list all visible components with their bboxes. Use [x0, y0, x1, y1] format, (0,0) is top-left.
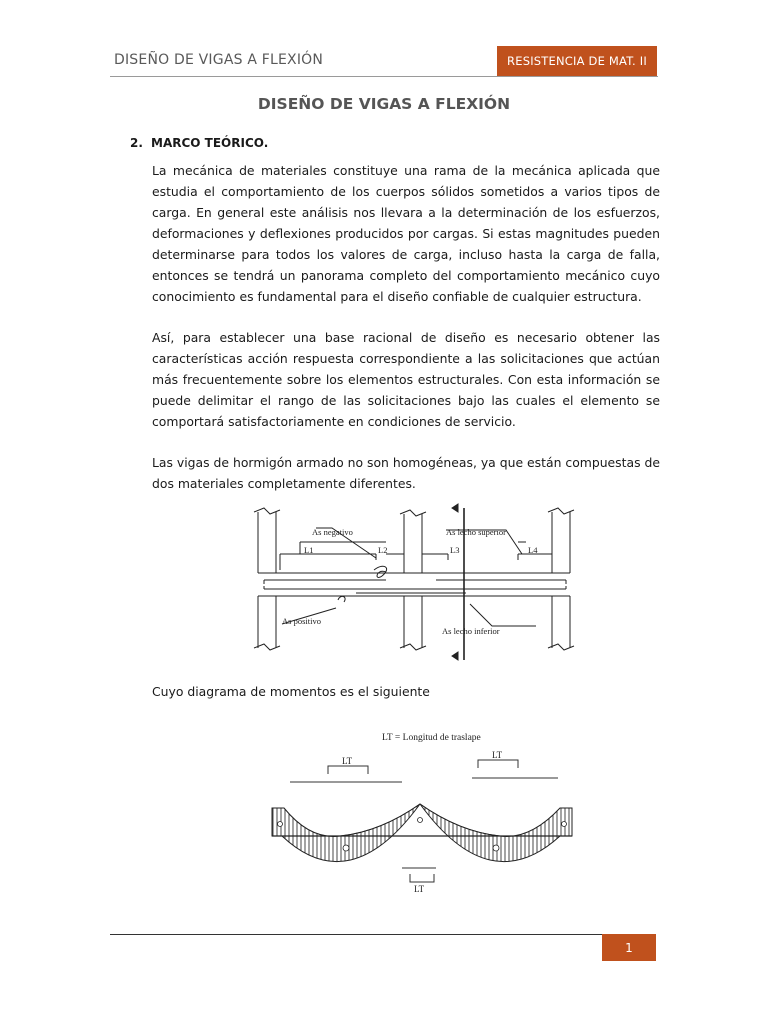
document-title: DISEÑO DE VIGAS A FLEXIÓN: [257, 95, 511, 113]
header-title: DISEÑO DE VIGAS A FLEXIÓN: [114, 52, 324, 68]
label-as-lecho-superior: As lecho superior: [446, 527, 506, 537]
legend-lt-longitud-traslape: LT = Longitud de traslape: [382, 733, 481, 743]
section-heading: [130, 136, 268, 150]
label-l1: L1: [304, 545, 314, 555]
section-title: MARCO TEÓRICO.: [151, 136, 269, 150]
paragraph-1: La mecánica de materiales constituye una rama de la mecánica aplicada que estudia el comportamiento de los cuerpos sólidos sometidos a varios tipos de carga. En general este análisis nos llevara a la determinación de los esfuerzos, deformaciones y deflexiones producidos por cargas. Si estas magnitudes pueden determinarse para todos los valores de carga, incluso hasta la carga de falla, entonces se tendrá un panorama completo del comportamiento mecánico cuyo conocimiento es fundamental para el diseño confiable de cualquier estructura.: [152, 163, 660, 304]
paragraph-2: Así, para establecer una base racional de diseño es necesario obtener las características acción respuesta correspondiente a las solicitaciones que actúan más frecuentemente sobre los elementos estructurales. Con esta información se puede delimitar el rango de las solicitaciones bajo las cuales el elemento se comportará satisfactoriamente en condiciones de servicio.: [152, 330, 660, 429]
label-l4: L4: [528, 545, 538, 555]
footer-divider: [110, 934, 602, 935]
label-as-negativo: As negativo: [312, 527, 353, 537]
lt-label-right: LT: [492, 750, 503, 760]
page-number-badge: 1: [602, 934, 656, 961]
label-l2: L2: [378, 545, 388, 555]
label-as-lecho-inferior: As lecho inferior: [442, 626, 500, 636]
section-number: 2.: [130, 136, 143, 150]
label-l3: L3: [450, 545, 460, 555]
moment-diagram-figure: [260, 720, 580, 900]
header-course-badge: RESISTENCIA DE MAT. II: [497, 46, 657, 76]
lt-label-left: LT: [342, 756, 353, 766]
label-as-positivo: As positivo: [282, 616, 321, 626]
beam-reinforcement-figure: [236, 498, 578, 662]
paragraph-3: Las vigas de hormigón armado no son homogéneas, ya que están compuestas de dos materiales completamente diferentes.: [152, 455, 660, 491]
paragraph-4: Cuyo diagrama de momentos es el siguiente: [152, 684, 430, 699]
lt-label-bottom: LT: [414, 884, 425, 894]
header-divider: [110, 76, 658, 77]
